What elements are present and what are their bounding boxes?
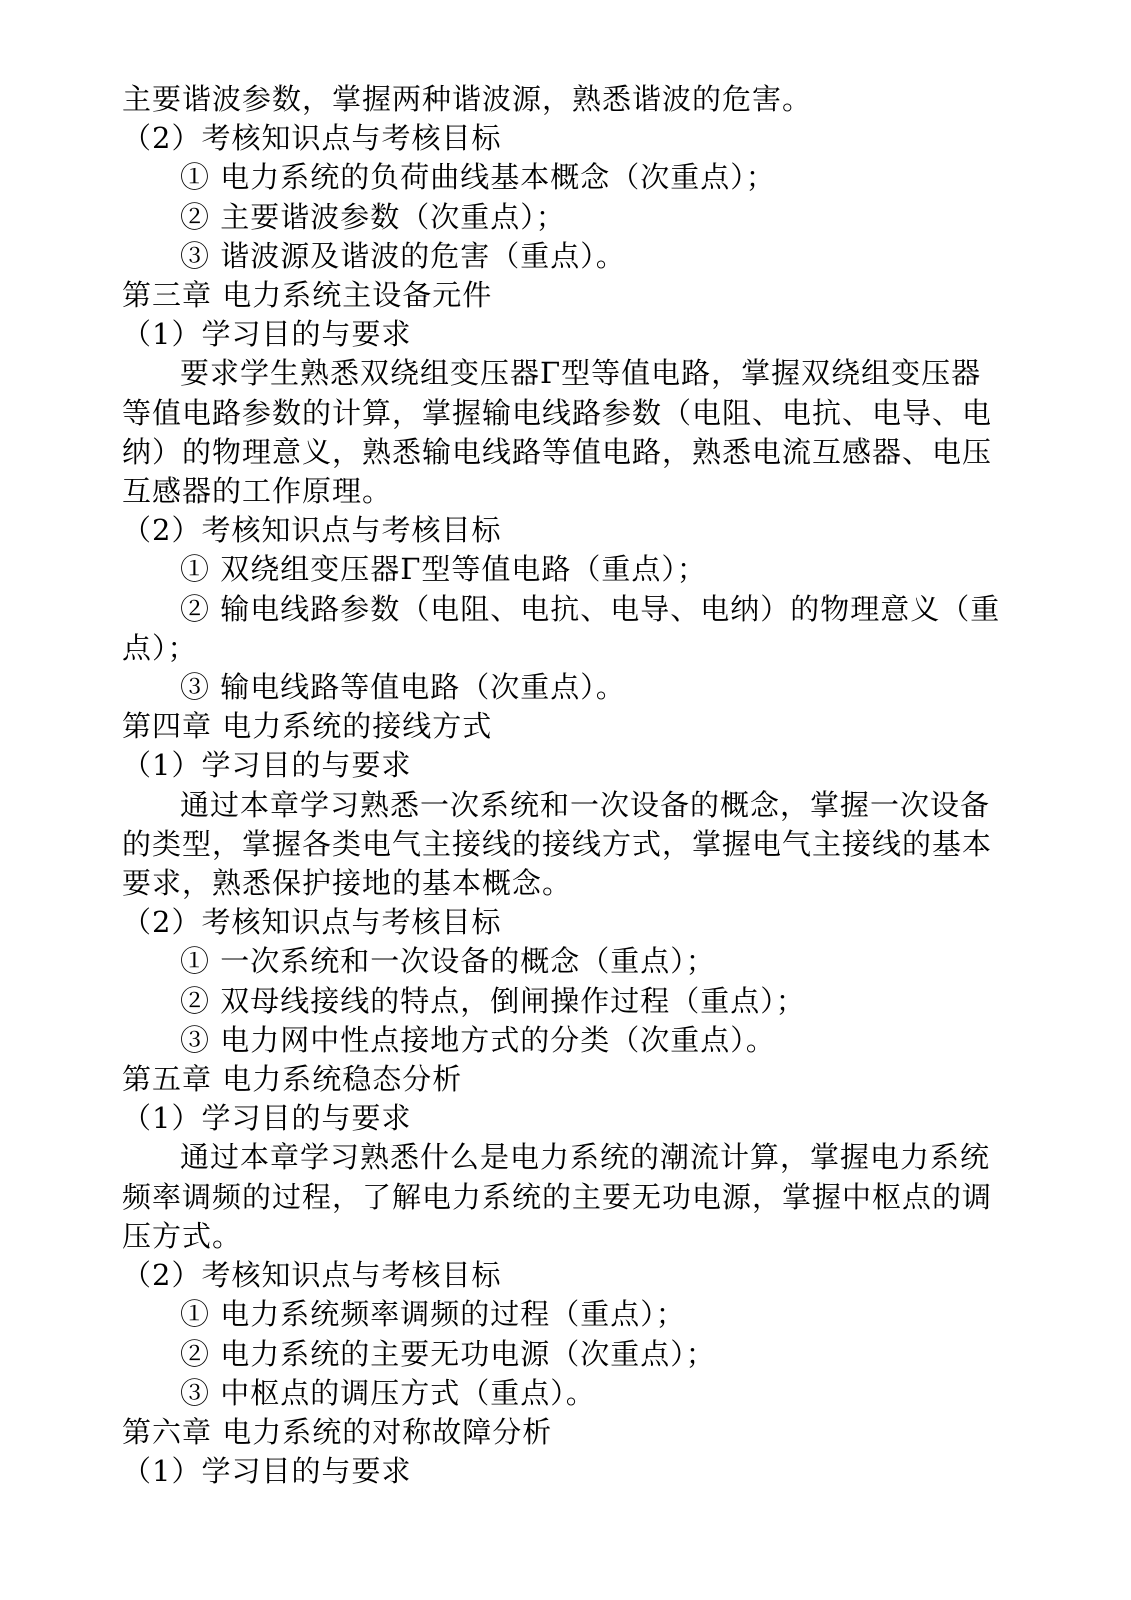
list-item: ② 电力系统的主要无功电源（次重点）； (180, 1336, 716, 1371)
section-heading-objectives: （1）学习目的与要求 (122, 1101, 412, 1136)
list-item: ③ 电力网中性点接地方式的分类（次重点）。 (180, 1022, 776, 1057)
list-item: ① 双绕组变压器Γ型等值电路（重点）； (180, 552, 707, 587)
section-heading-objectives: （1）学习目的与要求 (122, 748, 412, 783)
section-heading-assessment: （2）考核知识点与考核目标 (122, 1258, 502, 1293)
section-heading-objectives: （1）学习目的与要求 (122, 317, 412, 352)
section-heading-assessment: （2）考核知识点与考核目标 (122, 121, 502, 156)
paragraph: 通过本章学习熟悉什么是电力系统的潮流计算，掌握电力系统频率调频的过程，了解电力系统的主要无功电源，掌握中枢点的调压方式。 (122, 1140, 993, 1253)
paragraph: 要求学生熟悉双绕组变压器Γ型等值电路，掌握双绕组变压器等值电路参数的计算，掌握输电线路参数（电阻、电抗、电导、电纳）的物理意义，熟悉输电线路等值电路，熟悉电流互感器、电压互感器的工作原理。 (122, 356, 993, 509)
chapter-heading-5: 第五章 电力系统稳态分析 (122, 1062, 463, 1097)
list-item: ② 双母线接线的特点，倒闸操作过程（重点）； (180, 983, 806, 1018)
paragraph-continuation: 主要谐波参数，掌握两种谐波源，熟悉谐波的危害。 (122, 82, 813, 116)
list-item: ③ 谐波源及谐波的危害（重点）。 (180, 238, 626, 273)
chapter-heading-6: 第六章 电力系统的对称故障分析 (122, 1414, 553, 1449)
section-heading-assessment: （2）考核知识点与考核目标 (122, 905, 502, 940)
list-item: ① 电力系统频率调频的过程（重点）； (180, 1297, 686, 1332)
section-heading-assessment: （2）考核知识点与考核目标 (122, 513, 502, 548)
list-item: ① 电力系统的负荷曲线基本概念（次重点）； (180, 160, 776, 195)
list-item: ① 一次系统和一次设备的概念（重点）； (180, 944, 716, 979)
section-heading-objectives: （1）学习目的与要求 (122, 1454, 412, 1489)
chapter-heading-3: 第三章 电力系统主设备元件 (122, 278, 493, 313)
list-item: ② 主要谐波参数（次重点）； (180, 199, 566, 234)
list-item: ③ 中枢点的调压方式（重点）。 (180, 1375, 596, 1410)
chapter-heading-4: 第四章 电力系统的接线方式 (122, 709, 493, 744)
list-item: ② 输电线路参数（电阻、电抗、电导、电纳）的物理意义（重 (180, 591, 1001, 626)
list-item-continuation: 点）； (122, 630, 198, 665)
document-body (122, 80, 1002, 1491)
paragraph: 通过本章学习熟悉一次系统和一次设备的概念，掌握一次设备的类型，掌握各类电气主接线的接线方式，掌握电气主接线的基本要求，熟悉保护接地的基本概念。 (122, 787, 993, 901)
list-item: ③ 输电线路等值电路（次重点）。 (180, 670, 626, 705)
